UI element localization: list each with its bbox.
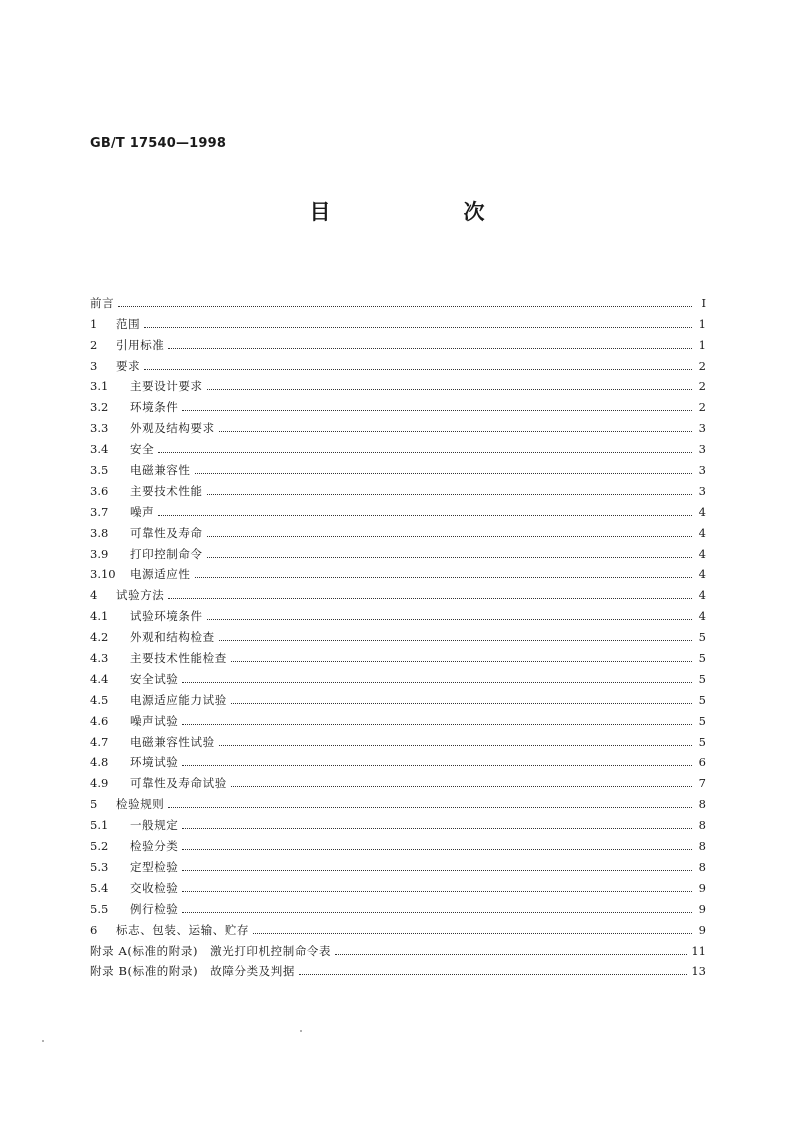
toc-entry[interactable] [90,602,706,623]
toc-entry-page: 3 [698,463,706,478]
toc-entry-number: 3.7 [90,504,109,519]
toc-entry[interactable] [90,456,706,477]
scan-speck [42,1040,44,1042]
scan-speck [300,1030,302,1032]
toc-entry-number: 4.1 [90,609,109,624]
toc-entry-label: 噪声试验 [130,713,179,728]
toc-entry-page: 8 [698,839,706,854]
toc-entry-number: 5.4 [90,880,109,895]
toc-entry-page: 5 [698,630,706,645]
toc-entry[interactable] [90,916,706,937]
toc-entry-page: 2 [698,400,706,415]
toc-entry-label: 电磁兼容性试验 [130,734,215,749]
toc-entry-number: 3 [90,358,98,373]
toc-entry-number: 3.4 [90,442,109,457]
toc-entry-page: 5 [698,713,706,728]
toc-entry[interactable] [90,769,706,790]
toc-entry-label: 引用标准 [116,337,165,352]
toc-leader-dots [144,368,692,370]
toc-entry[interactable] [90,331,706,352]
toc-entry[interactable] [90,895,706,916]
toc-leader-dots [182,764,692,766]
toc-entry-number: 4.3 [90,651,109,666]
toc-entry-label: 标志、包装、运输、贮存 [116,922,250,937]
toc-entry[interactable] [90,644,706,665]
toc-entry[interactable] [90,561,706,582]
toc-entry-page: 3 [698,483,706,498]
toc-entry-label: 试验环境条件 [130,609,203,624]
toc-entry-page: 2 [698,379,706,394]
toc-entry-label: 环境条件 [130,400,179,415]
toc-entry-label: 电磁兼容性 [130,463,191,478]
toc-entry[interactable] [90,477,706,498]
toc-leader-dots [219,744,692,746]
toc-entry[interactable] [90,289,706,310]
toc-leader-dots [195,576,693,578]
toc-entry[interactable] [90,414,706,435]
toc-entry-label: 环境试验 [130,755,179,770]
toc-leader-dots [182,723,692,725]
toc-entry-label: 主要技术性能 [130,483,203,498]
toc-entry-page: 5 [698,734,706,749]
toc-entry-number: 4.4 [90,671,109,686]
toc-entry-number: 4.5 [90,692,109,707]
toc-leader-dots [118,305,692,307]
toc-entry-page: 4 [698,588,706,603]
toc-entry[interactable] [90,498,706,519]
toc-leader-dots [158,514,692,516]
toc-leader-dots [231,660,692,662]
toc-entry-page: 9 [698,901,706,916]
toc-leader-dots [182,911,692,913]
toc-entry-number: 4.7 [90,734,109,749]
toc-leader-dots [182,409,692,411]
toc-entry[interactable] [90,393,706,414]
toc-leader-dots [219,639,692,641]
toc-leader-dots [158,451,692,453]
toc-entry-label: 外观和结构检查 [130,630,215,645]
toc-entry-label: 范围 [116,316,141,331]
toc-entry-number: 3.8 [90,525,109,540]
toc-entry-label: 检验分类 [130,839,179,854]
toc-entry[interactable] [90,623,706,644]
toc-entry-number: 3.1 [90,379,109,394]
toc-entry-page: 1 [698,316,706,331]
page-title: 目 次 [309,200,541,224]
toc-entry-number: 4.2 [90,630,109,645]
toc-entry-page: 8 [698,859,706,874]
toc-entry[interactable] [90,707,706,728]
toc-entry-label: 一般规定 [130,818,179,833]
toc-entry-page: 11 [691,943,706,958]
toc-entry-label: 电源适应性 [130,567,191,582]
toc-entry-label: 安全 [130,442,155,457]
toc-entry-number: 5.1 [90,818,109,833]
toc-leader-dots [207,493,692,495]
toc-entry[interactable] [90,519,706,540]
toc-entry-page: 4 [698,609,706,624]
toc-entry-page: 8 [698,818,706,833]
toc-entry-page: 8 [698,797,706,812]
toc-leader-dots [207,618,692,620]
toc-entry-number: 3.5 [90,463,109,478]
toc-entry-page: 9 [698,880,706,895]
toc-entry-number: 4 [90,588,98,603]
toc-leader-dots [144,326,692,328]
toc-entry-page: I [701,295,706,310]
toc-entry[interactable] [90,665,706,686]
toc-entry[interactable] [90,790,706,811]
toc-entry-label: 交收检验 [130,880,179,895]
toc-entry-label: 主要设计要求 [130,379,203,394]
toc-leader-dots [231,785,692,787]
toc-entry[interactable] [90,853,706,874]
toc-entry-label: 附录 B(标准的附录) 故障分类及判据 [90,964,295,979]
toc-entry-label: 安全试验 [130,671,179,686]
toc-entry-label: 要求 [116,358,141,373]
toc-entry-page: 4 [698,546,706,561]
toc-entry[interactable] [90,540,706,561]
toc-entry-number: 4.8 [90,755,109,770]
toc-entry-label: 例行检验 [130,901,179,916]
toc-entry-label: 主要技术性能检查 [130,651,227,666]
toc-entry-page: 1 [698,337,706,352]
toc-entry-page: 5 [698,651,706,666]
toc-entry-label: 打印控制命令 [130,546,203,561]
toc-entry[interactable] [90,958,706,979]
toc-entry-number: 4.6 [90,713,109,728]
toc-leader-dots [207,556,692,558]
toc-leader-dots [182,869,692,871]
toc-leader-dots [168,806,692,808]
toc-leader-dots [231,702,692,704]
toc-entry-page: 7 [698,776,706,791]
toc-entry-number: 4.9 [90,776,109,791]
toc-leader-dots [168,347,692,349]
toc-leader-dots [335,953,687,955]
toc-leader-dots [182,848,692,850]
toc-entry[interactable] [90,874,706,895]
toc-entry-page: 4 [698,525,706,540]
toc-entry-label: 附录 A(标准的附录) 激光打印机控制命令表 [90,943,332,958]
toc-leader-dots [207,535,692,537]
toc-entry-number: 5.3 [90,859,109,874]
toc-leader-dots [182,890,692,892]
toc-entry[interactable] [90,832,706,853]
toc-entry-number: 3.2 [90,400,109,415]
toc-entry-page: 3 [698,421,706,436]
toc-entry-number: 5.2 [90,839,109,854]
toc-entry[interactable] [90,581,706,602]
toc-leader-dots [182,681,692,683]
toc-entry[interactable] [90,352,706,373]
toc-entry[interactable] [90,937,706,958]
toc-entry-number: 3.9 [90,546,109,561]
table-of-contents [90,289,706,978]
toc-leader-dots [207,388,692,390]
toc-entry[interactable] [90,310,706,331]
toc-entry-page: 6 [698,755,706,770]
toc-entry-label: 外观及结构要求 [130,421,215,436]
toc-entry-number: 5 [90,797,98,812]
toc-leader-dots [299,973,687,975]
toc-entry-page: 2 [698,358,706,373]
toc-entry-label: 前言 [90,295,115,310]
toc-entry-page: 9 [698,922,706,937]
toc-entry-label: 可靠性及寿命 [130,525,203,540]
toc-leader-dots [182,827,692,829]
toc-entry-label: 试验方法 [116,588,165,603]
toc-entry-number: 3.10 [90,567,116,582]
toc-entry-number: 6 [90,922,98,937]
toc-entry-number: 3.6 [90,483,109,498]
standard-code: GB/T 17540—1998 [90,136,227,151]
toc-entry[interactable] [90,728,706,749]
toc-leader-dots [219,430,692,432]
toc-entry-label: 噪声 [130,504,155,519]
toc-entry[interactable] [90,749,706,770]
toc-entry-number: 1 [90,316,98,331]
toc-entry-label: 检验规则 [116,797,165,812]
toc-leader-dots [253,932,692,934]
toc-entry[interactable] [90,811,706,832]
toc-entry[interactable] [90,435,706,456]
toc-leader-dots [195,472,693,474]
toc-entry-page: 5 [698,692,706,707]
toc-entry-number: 5.5 [90,901,109,916]
toc-entry-page: 3 [698,442,706,457]
toc-entry-label: 定型检验 [130,859,179,874]
toc-entry[interactable] [90,373,706,394]
toc-entry-label: 电源适应能力试验 [130,692,227,707]
toc-entry[interactable] [90,686,706,707]
toc-entry-page: 4 [698,504,706,519]
toc-entry-page: 4 [698,567,706,582]
toc-entry-label: 可靠性及寿命试验 [130,776,227,791]
toc-leader-dots [168,597,692,599]
toc-entry-number: 2 [90,337,98,352]
toc-entry-number: 3.3 [90,421,109,436]
toc-entry-page: 5 [698,671,706,686]
toc-entry-page: 13 [691,964,706,979]
